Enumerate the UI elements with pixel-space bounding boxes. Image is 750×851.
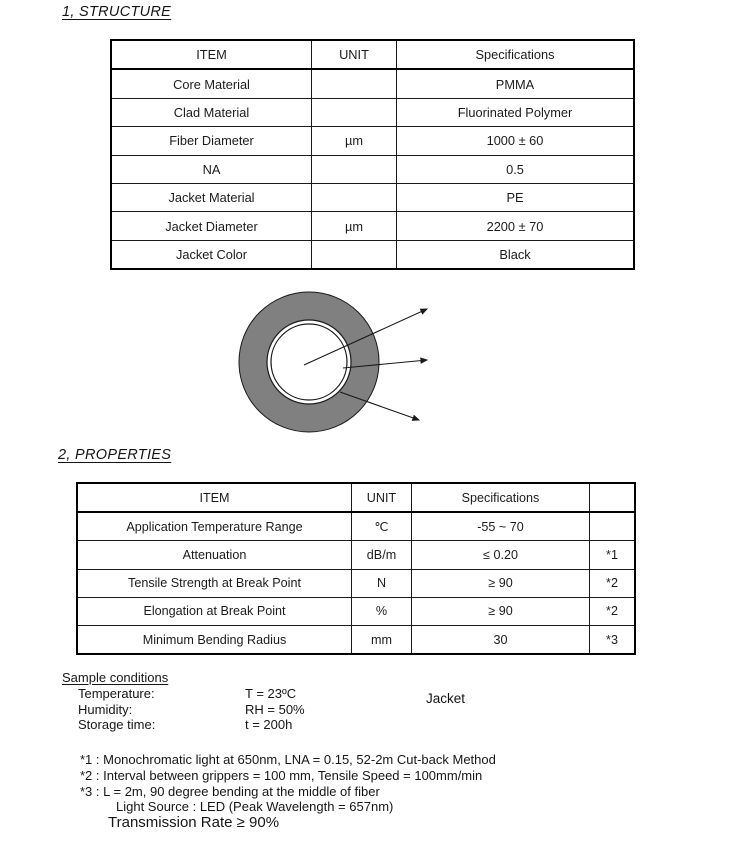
cell-item: Tensile Strength at Break Point — [77, 569, 352, 597]
column-header-unit: UNIT — [312, 40, 397, 69]
cell-unit — [312, 240, 397, 269]
cell-note — [590, 512, 636, 541]
cell-unit — [312, 183, 397, 211]
table-header-row — [111, 40, 634, 69]
cell-unit: µm — [312, 127, 397, 155]
footnote-line: *3 : L = 2m, 90 degree bending at the middle of fiber — [80, 783, 380, 799]
sample-condition-row — [78, 717, 305, 733]
cell-spec: PMMA — [397, 69, 635, 98]
footnote-line: *1 : Monochromatic light at 650nm, LNA = 0.15, 52-2m Cut-back Method — [80, 752, 496, 767]
cell-item: Minimum Bending Radius — [77, 625, 352, 654]
cell-item: Attenuation — [77, 541, 352, 569]
cell-item: Elongation at Break Point — [77, 597, 352, 625]
section-heading-structure: 1, STRUCTURE — [62, 4, 172, 20]
cell-spec: -55 ~ 70 — [412, 512, 590, 541]
cell-unit: mm — [352, 625, 412, 654]
column-header-item: ITEM — [77, 483, 352, 512]
cell-spec: Fluorinated Polymer — [397, 98, 635, 126]
cell-item: Jacket Color — [111, 240, 312, 269]
cell-spec: ≥ 90 — [412, 597, 590, 625]
cell-note: *2 — [590, 597, 636, 625]
footnote-transmission-rate: Transmission Rate ≥ 90% — [108, 814, 280, 832]
column-header-note — [590, 483, 636, 512]
cell-spec: ≥ 90 — [412, 569, 590, 597]
cell-item: NA — [111, 155, 312, 183]
structure-spec-table — [110, 39, 635, 270]
cell-note: *3 — [590, 625, 636, 654]
section-heading-properties: 2, PROPERTIES — [58, 447, 172, 463]
footnote-line: *2 : Interval between grippers = 100 mm, Tensile Speed = 100mm/min — [80, 767, 483, 783]
sample-condition-value: RH = 50% — [245, 701, 305, 717]
table-row — [111, 98, 634, 126]
sample-condition-value: T = 23ºC — [245, 686, 297, 701]
cell-spec: PE — [397, 183, 635, 211]
cell-unit: % — [352, 597, 412, 625]
fiber-diagram-svg — [230, 280, 530, 445]
column-header-unit: UNIT — [352, 483, 412, 512]
cell-spec: 1000 ± 60 — [397, 127, 635, 155]
table-row — [111, 183, 634, 211]
cell-spec: 2200 ± 70 — [397, 212, 635, 240]
table-row — [111, 155, 634, 183]
column-header-specifications: Specifications — [412, 483, 590, 512]
sample-condition-key: Humidity: — [78, 701, 133, 717]
cell-unit: N — [352, 569, 412, 597]
sample-condition-row — [78, 686, 305, 702]
cell-unit — [312, 155, 397, 183]
sample-conditions-title: Sample conditions — [62, 670, 169, 685]
footnote-light-source: Light Source : LED (Peak Wavelength = 657nm) — [116, 799, 394, 815]
cell-item: Jacket Material — [111, 183, 312, 211]
cell-item: Clad Material — [111, 98, 312, 126]
table-header-row — [77, 483, 635, 512]
table-row — [111, 69, 634, 98]
table-row — [111, 212, 634, 240]
table-row — [77, 512, 635, 541]
column-header-item: ITEM — [111, 40, 312, 69]
cell-unit: ℃ — [352, 512, 412, 541]
cell-spec: 30 — [412, 625, 590, 654]
sample-conditions-list — [78, 686, 305, 733]
cell-spec: Black — [397, 240, 635, 269]
core-region — [271, 324, 347, 400]
cell-unit: µm — [312, 212, 397, 240]
table-row — [77, 597, 635, 625]
cell-unit: dB/m — [352, 541, 412, 569]
cell-item: Core Material — [111, 69, 312, 98]
table-row — [77, 569, 635, 597]
cell-spec: 0.5 — [397, 155, 635, 183]
cell-note: *1 — [590, 541, 636, 569]
table-row — [77, 541, 635, 569]
cell-note: *2 — [590, 569, 636, 597]
sample-conditions-block — [62, 670, 305, 733]
table-row — [111, 240, 634, 269]
column-header-specifications: Specifications — [397, 40, 635, 69]
footnotes-block — [80, 752, 496, 831]
cell-unit — [312, 69, 397, 98]
cell-unit — [312, 98, 397, 126]
properties-spec-table — [76, 482, 636, 655]
diagram-label-jacket: Jacket — [426, 691, 466, 706]
sample-condition-value: t = 200h — [245, 717, 293, 732]
table-row — [111, 127, 634, 155]
table-row — [77, 625, 635, 654]
sample-condition-key: Storage time: — [78, 717, 156, 732]
cell-spec: ≤ 0.20 — [412, 541, 590, 569]
cell-item: Jacket Diameter — [111, 212, 312, 240]
sample-condition-row — [78, 702, 305, 718]
cell-item: Fiber Diameter — [111, 127, 312, 155]
sample-condition-key: Temperature: — [78, 686, 155, 701]
cell-item: Application Temperature Range — [77, 512, 352, 541]
